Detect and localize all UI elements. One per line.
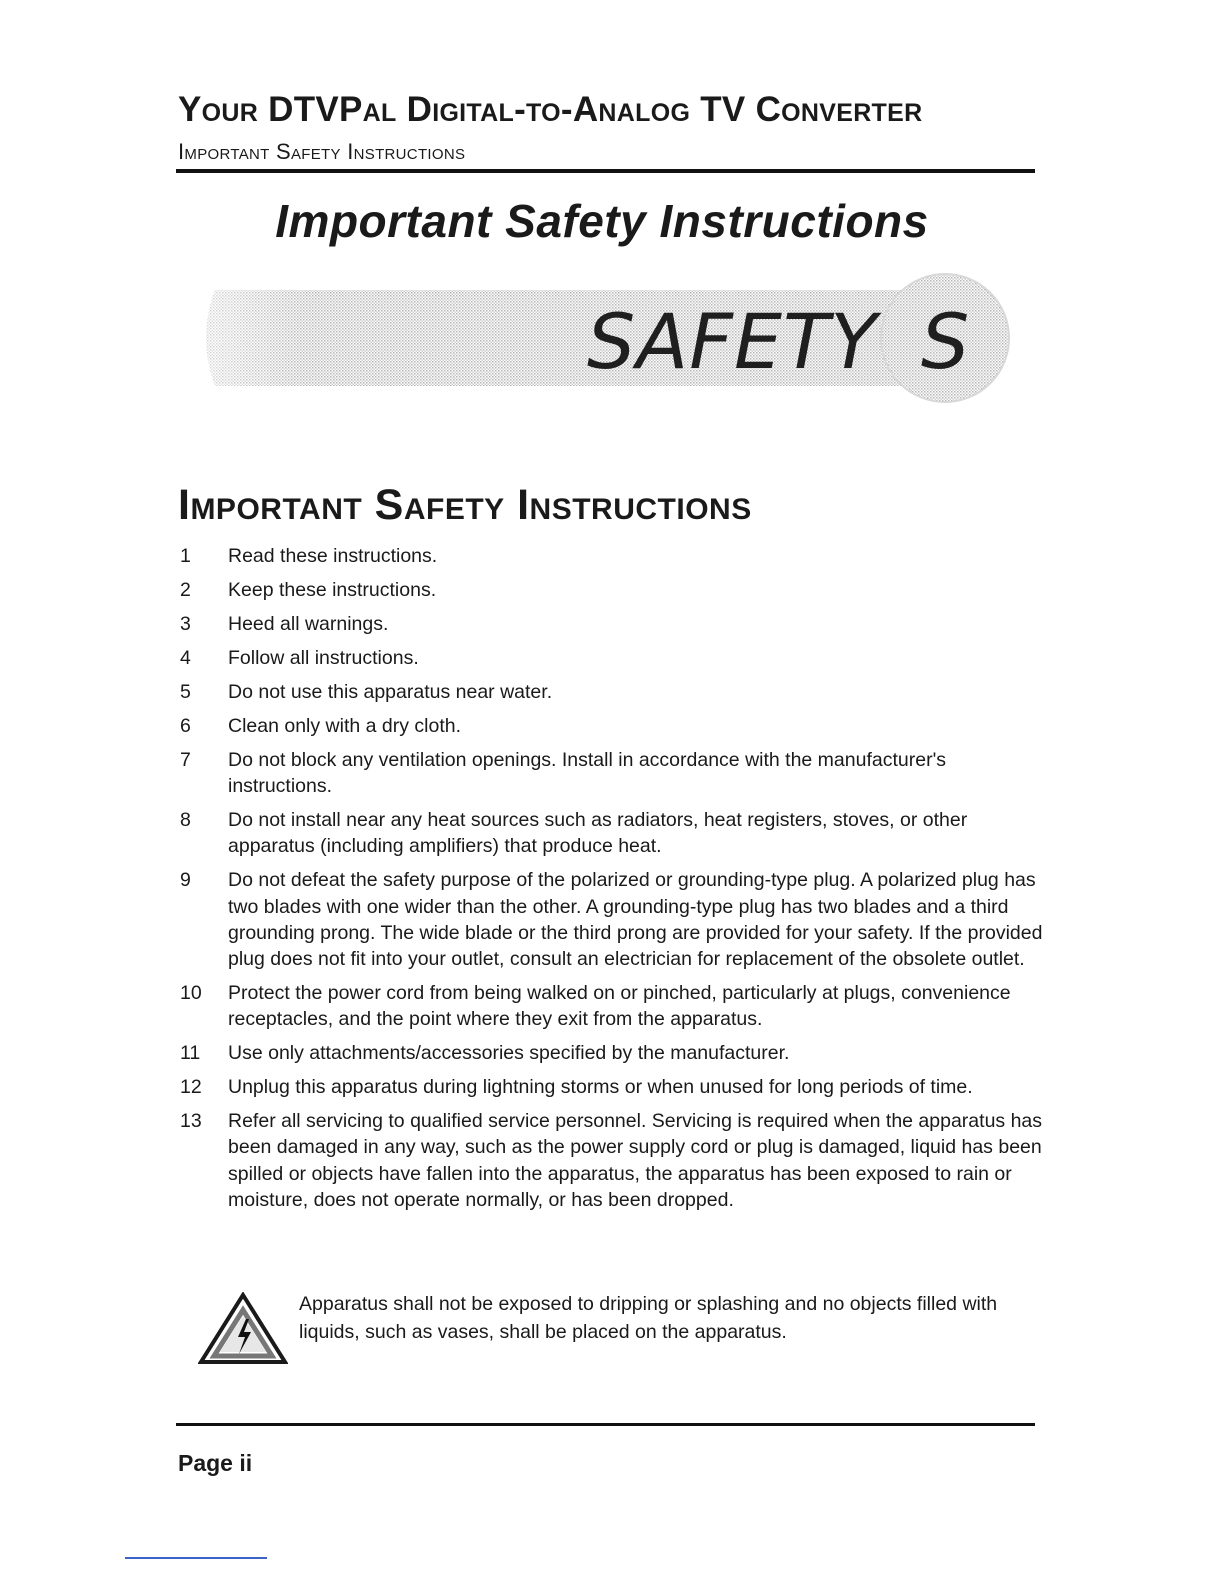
list-item <box>178 980 1048 1032</box>
list-item <box>178 679 1048 705</box>
list-item-number: 4 <box>180 647 191 669</box>
list-item-number: 11 <box>180 1042 201 1065</box>
section-heading: Important Safety Instructions <box>178 481 752 529</box>
list-item-number: 10 <box>180 982 202 1005</box>
list-item-number: 13 <box>180 1110 202 1133</box>
instruction-list <box>178 543 1048 1221</box>
warning-text: Apparatus shall not be exposed to dripping or splashing and no objects filled with liquids, such as vases, shall be placed on the apparatus. <box>299 1293 998 1343</box>
list-item <box>178 611 1048 637</box>
list-item <box>178 1108 1048 1213</box>
list-item-text: Do not block any ventilation openings. Install in accordance with the manufacturer's instructions. <box>228 749 947 798</box>
list-item-number: 1 <box>180 545 191 567</box>
banner-word: SAFETY <box>587 297 878 386</box>
header-title: Your DTVPal Digital-to-Analog TV Converter <box>178 90 923 129</box>
list-item-number: 5 <box>180 681 191 703</box>
list-item-text: Heed all warnings. <box>228 613 389 635</box>
list-item-text: Refer all servicing to qualified service personnel. Servicing is required when the apparatus has been damaged in any way, such as the power supply cord or plug is damaged, liquid has been spilled or objects have fallen into the apparatus, the apparatus has been exposed to rain or moisture, does not operate normally, or has been dropped. <box>228 1110 1043 1211</box>
list-item <box>178 807 1048 859</box>
banner-badge-letter: S <box>921 297 970 386</box>
list-item-number: 7 <box>180 749 191 771</box>
list-item-text: Protect the power cord from being walked on or pinched, particularly at plugs, convenience receptacles, and the point where they exit from the apparatus. <box>228 982 1011 1031</box>
list-item-text: Unplug this apparatus during lightning storms or when unused for long periods of time. <box>228 1076 973 1099</box>
list-item <box>178 645 1048 671</box>
list-item-text: Clean only with a dry cloth. <box>228 715 462 737</box>
footer-divider <box>176 1423 1035 1426</box>
page-title: Important Safety Instructions <box>275 195 929 247</box>
scan-underline-mark <box>125 1557 267 1559</box>
list-item-number: 2 <box>180 579 191 601</box>
list-item <box>178 543 1048 569</box>
list-item <box>178 867 1048 972</box>
list-item <box>178 1074 1048 1100</box>
header-divider <box>176 169 1035 173</box>
list-item-number: 9 <box>180 869 191 892</box>
list-item-text: Do not use this apparatus near water. <box>228 681 553 703</box>
list-item <box>178 747 1048 799</box>
header-subtitle: Important Safety Instructions <box>178 139 466 164</box>
list-item-text: Follow all instructions. <box>228 647 419 669</box>
page-number: Page ii <box>178 1450 253 1476</box>
list-item-text: Use only attachments/accessories specified by the manufacturer. <box>228 1042 790 1065</box>
list-item <box>178 1040 1048 1066</box>
electric-shock-warning-icon <box>198 1292 288 1364</box>
list-item <box>178 577 1048 603</box>
list-item-number: 6 <box>180 715 191 737</box>
list-item-text: Do not install near any heat sources such as radiators, heat registers, stoves, or other apparatus (including amplifiers) that produce heat. <box>228 809 968 858</box>
safety-banner <box>195 268 1015 408</box>
list-item-text: Do not defeat the safety purpose of the polarized or grounding-type plug. A polarized plug has two blades with one wider than the other. A grounding-type plug has two blades and a third grounding prong. The wide blade or the third prong are provided for your safety. If the provided plug does not fit into your outlet, consult an electrician for replacement of the obsolete outlet. <box>228 869 1043 971</box>
warning-block <box>198 1290 1038 1370</box>
list-item <box>178 713 1048 739</box>
list-item-text: Read these instructions. <box>228 545 438 567</box>
list-item-text: Keep these instructions. <box>228 579 437 601</box>
list-item-number: 12 <box>180 1076 202 1099</box>
list-item-number: 3 <box>180 613 191 635</box>
list-item-number: 8 <box>180 809 191 832</box>
